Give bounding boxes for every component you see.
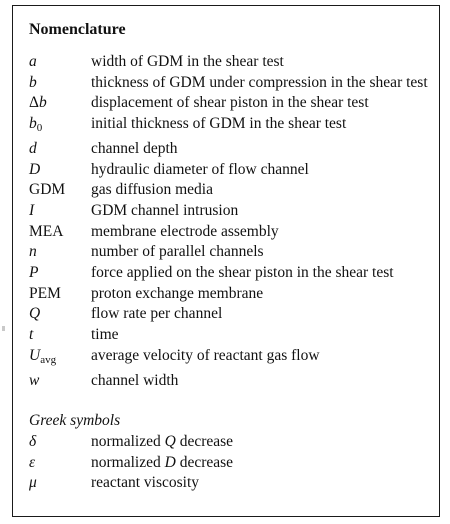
definition-suffix: decrease <box>175 432 234 450</box>
nomenclature-entry-P <box>29 263 439 284</box>
entry-symbol-letter: b <box>38 94 47 112</box>
greek-entry-epsilon <box>29 453 439 474</box>
greek-entry-delta <box>29 432 439 453</box>
nomenclature-entry-delta-b <box>29 93 439 114</box>
entry-symbol: MEA <box>29 222 64 240</box>
delta-prefix: Δ <box>29 94 39 112</box>
margin-mark <box>2 326 5 331</box>
nomenclature-entry-gdm <box>29 180 439 201</box>
entry-symbol: PEM <box>29 284 61 302</box>
entry-definition: time <box>91 326 119 344</box>
entry-symbol <box>29 93 91 114</box>
entry-subscript: avg <box>40 353 57 366</box>
entry-definition: membrane electrode assembly <box>91 222 279 240</box>
nomenclature-entry-d <box>29 139 439 160</box>
nomenclature-entry-n <box>29 242 439 263</box>
entry-symbol: b <box>29 73 37 91</box>
nomenclature-entry-t <box>29 325 439 346</box>
entry-symbol: ε <box>29 453 36 471</box>
nomenclature-heading: Nomenclature <box>29 21 126 38</box>
entry-symbol: Q <box>29 305 41 323</box>
entry-definition: average velocity of reactant gas flow <box>91 346 320 364</box>
definition-symbol: D <box>164 453 176 471</box>
entry-symbol: I <box>29 201 35 219</box>
entry-symbol: P <box>29 264 39 282</box>
entry-definition <box>91 432 439 453</box>
entry-symbol-letter: U <box>29 346 41 364</box>
nomenclature-entry-I <box>29 201 439 222</box>
entry-symbol: w <box>29 371 40 389</box>
entry-definition: GDM channel intrusion <box>91 201 239 219</box>
entry-symbol: d <box>29 139 37 157</box>
nomenclature-entry-pem <box>29 284 439 305</box>
entry-symbol <box>29 346 91 371</box>
definition-symbol: Q <box>164 432 176 450</box>
entry-definition: force applied on the shear piston in the shear test <box>91 264 394 282</box>
entry-definition: reactant viscosity <box>91 474 200 492</box>
nomenclature-entry-b <box>29 73 439 94</box>
greek-entry-mu <box>29 473 439 494</box>
entry-symbol: n <box>29 243 37 261</box>
entry-symbol-letter: b <box>29 115 37 133</box>
entry-definition: channel depth <box>91 139 178 157</box>
entry-symbol: D <box>29 160 41 178</box>
entry-definition: displacement of shear piston in the shear test <box>91 94 369 112</box>
nomenclature-entry-u-avg <box>29 346 439 371</box>
nomenclature-entry-w <box>29 371 439 392</box>
nomenclature-entry-mea <box>29 222 439 243</box>
entry-definition: channel width <box>91 371 179 389</box>
nomenclature-box <box>12 5 440 517</box>
entry-symbol: a <box>29 53 37 70</box>
definition-prefix: normalized <box>91 453 165 471</box>
entry-definition: gas diffusion media <box>91 181 213 199</box>
entry-definition: thickness of GDM under compression in the shear test <box>91 73 428 91</box>
nomenclature-entry-b0 <box>29 114 439 139</box>
entry-definition: initial thickness of GDM in the shear test <box>91 115 347 133</box>
nomenclature-entry-Q <box>29 304 439 325</box>
entry-definition <box>91 453 439 474</box>
entry-definition: hydraulic diameter of flow channel <box>91 160 309 178</box>
nomenclature-entry-D <box>29 160 439 181</box>
nomenclature-entry-a <box>29 52 439 73</box>
entry-symbol: GDM <box>29 181 66 199</box>
entry-definition: proton exchange membrane <box>91 284 264 302</box>
entry-symbol <box>29 114 91 139</box>
entry-symbol: δ <box>29 432 37 450</box>
entry-symbol: t <box>29 326 34 344</box>
greek-symbols-heading: Greek symbols <box>29 412 121 430</box>
entry-definition: flow rate per channel <box>91 305 223 323</box>
definition-prefix: normalized <box>91 432 165 450</box>
entry-symbol: μ <box>29 474 37 492</box>
entry-definition: width of GDM in the shear test <box>91 53 284 70</box>
definition-suffix: decrease <box>175 453 234 471</box>
entry-definition: number of parallel channels <box>91 243 264 261</box>
entry-subscript: 0 <box>36 122 43 135</box>
